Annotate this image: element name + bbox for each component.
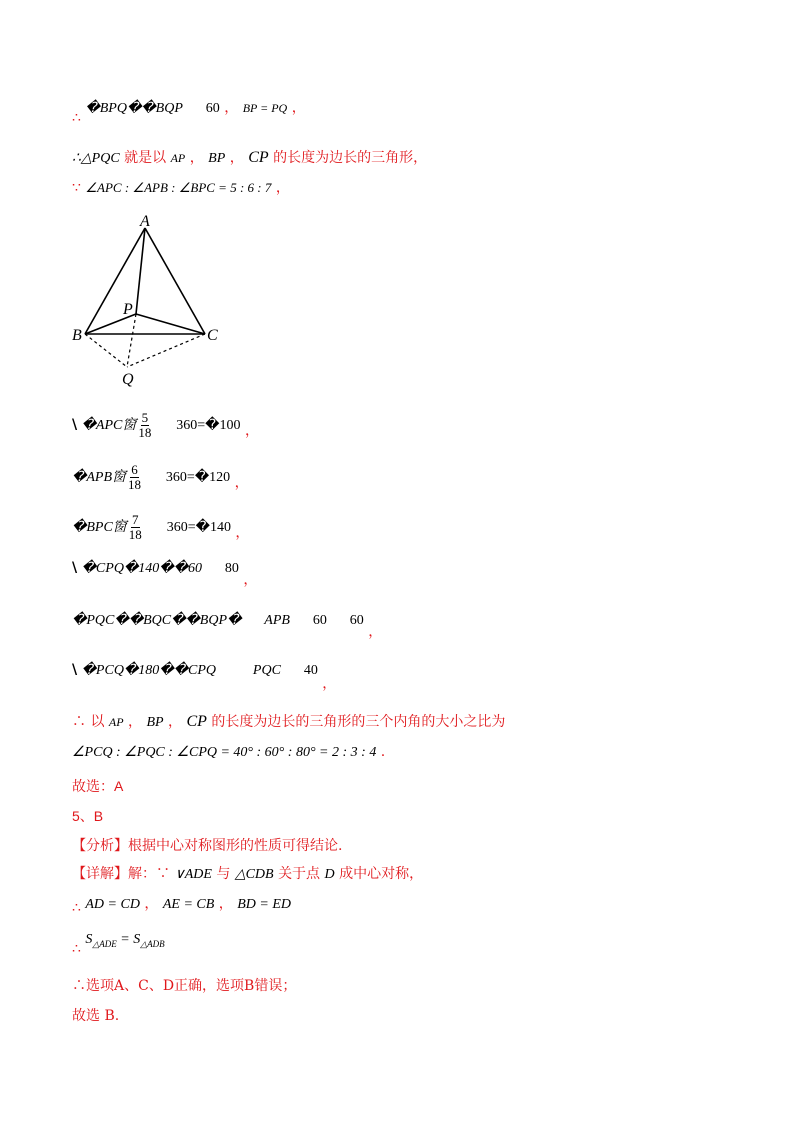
separator: ，: [128, 714, 143, 730]
numerator: 7: [132, 511, 139, 527]
fraction: [138, 411, 151, 440]
text: 以: [90, 714, 105, 730]
equality-bd-ed: BD = ED: [237, 897, 291, 912]
value-a: 60: [312, 613, 327, 628]
therefore-glyph: \: [72, 560, 78, 576]
angle-bpc: �BPC窗: [72, 520, 127, 535]
angle-expression: �BPQ��BQP: [85, 101, 183, 116]
comma: ，: [322, 676, 337, 692]
option-conclusion: ∴选项A、C、D正确，选项B错误；: [72, 978, 297, 994]
comma: ，: [224, 100, 239, 116]
separator: ，: [168, 714, 183, 730]
separator: ，: [229, 150, 244, 166]
computation: 360=�120: [165, 470, 231, 485]
text: 的长度为边长的三角形，: [273, 150, 428, 166]
comma: ，: [245, 423, 259, 439]
segment-cq: [127, 334, 205, 367]
comma: ，: [243, 572, 258, 588]
point-d: D: [324, 867, 335, 882]
segment-ap: AP: [170, 151, 186, 165]
equal-sides: BP = PQ: [242, 101, 288, 115]
area-subscript: △ADE: [92, 938, 117, 949]
therefore-symbol: ∴: [72, 900, 81, 916]
therefore-glyph: \: [72, 417, 78, 433]
text: 关于点: [278, 866, 321, 882]
therefore-symbol: ∴: [72, 714, 86, 730]
segment-ap: AP: [108, 715, 124, 729]
formula-apb: [72, 462, 249, 493]
equalities-line: [72, 894, 291, 915]
geometry-figure: [60, 210, 240, 390]
therefore-glyph: \: [72, 662, 78, 678]
equals: =: [116, 932, 134, 947]
angle-apb-ref: APB: [264, 613, 290, 628]
comma: ，: [368, 624, 383, 640]
segment-cp: CP: [248, 149, 269, 166]
label-b: B: [72, 327, 82, 344]
angle-apb: �APB窗: [72, 470, 127, 485]
final-answer: 故选 B.: [72, 1008, 120, 1024]
solution-line-2: [72, 148, 427, 169]
formula-pcq: [72, 660, 337, 692]
formula-cpq: [72, 558, 258, 588]
separator: ，: [218, 896, 233, 912]
segment-pq: [127, 314, 136, 367]
angle-value: 60: [205, 101, 220, 116]
comma: ，: [291, 100, 306, 116]
value-b: 60: [349, 613, 364, 628]
label-q: Q: [122, 371, 134, 388]
angle-pqc-ref: PQC: [252, 663, 281, 678]
conclusion-line: [72, 712, 505, 733]
comma: ，: [275, 180, 290, 196]
angle-pqc-expr: �PQC��BQC��BQP�: [72, 613, 242, 628]
denominator: 18: [138, 424, 152, 440]
therefore-symbol: ∴: [72, 110, 81, 126]
area-symbol: S: [133, 932, 141, 947]
because-symbol: ∵: [72, 180, 81, 196]
denominator: 18: [128, 526, 142, 542]
area-equality-line: [72, 926, 165, 957]
equality-ae-cb: AE = CB: [162, 897, 215, 912]
result-value: 40: [303, 663, 318, 678]
angle-ratio: ∠APC : ∠APB : ∠BPC = 5 : 6 : 7: [85, 180, 272, 195]
segment-ab: [85, 228, 145, 334]
text: 就是以: [124, 150, 167, 166]
question-number: 5、B: [72, 808, 104, 824]
computation: 360=�100: [176, 418, 241, 433]
formula-pqc: [72, 610, 383, 640]
equality-ad-cd: AD = CD: [85, 897, 140, 912]
triangle-ade: ∨ADE: [174, 867, 212, 882]
fraction: [129, 513, 142, 542]
separator: ，: [144, 896, 159, 912]
therefore-symbol: ∴: [72, 941, 81, 957]
area-subscript: △ADB: [140, 938, 165, 949]
angle-apc: �APC窗: [81, 418, 137, 433]
segment-bp: BP: [146, 715, 164, 730]
text: 与: [216, 866, 231, 882]
segment-bq: [85, 334, 127, 367]
formula-apc: [72, 410, 259, 441]
triangle-pqc: ∴△PQC: [72, 151, 120, 166]
triangle-cdb: △CDB: [234, 867, 274, 882]
numerator: 6: [131, 461, 138, 477]
answer-line: 故选：A: [72, 778, 124, 794]
period: .: [380, 744, 386, 760]
label-a: A: [140, 213, 150, 230]
separator: ，: [189, 150, 204, 166]
analysis-text: 根据中心对称图形的性质可得结论.: [128, 838, 343, 854]
result-value: 80: [224, 561, 239, 576]
label-c: C: [207, 327, 218, 344]
text: 成中心对称，: [339, 866, 424, 882]
solution-line-3: [72, 178, 290, 198]
segment-cp: CP: [186, 713, 207, 730]
angle-pcq-expr: �PCQ�180��CPQ: [81, 663, 216, 678]
angle-cpq: �CPQ�140��60: [81, 561, 202, 576]
solution-line-1: [72, 98, 306, 126]
detail-line: [72, 864, 423, 885]
denominator: 18: [128, 476, 142, 492]
area-symbol: S: [85, 932, 93, 947]
label-p: P: [123, 301, 133, 318]
segment-bp: BP: [208, 151, 226, 166]
computation: 360=�140: [166, 520, 231, 535]
text: 解：∵: [128, 866, 170, 882]
ratio-result-line: [72, 742, 385, 763]
formula-bpc: [72, 512, 249, 543]
segment-ac: [145, 228, 205, 334]
analysis-tag: 【分析】: [72, 838, 128, 854]
analysis-line: [72, 836, 342, 856]
numerator: 5: [141, 409, 149, 425]
comma: ，: [235, 525, 250, 541]
comma: ，: [234, 475, 249, 491]
angle-ratio-result: ∠PCQ : ∠PQC : ∠CPQ = 40° : 60° : 80° = 2 : 3 : 4: [72, 745, 377, 760]
text: 的长度为边长的三角形的三个内角的大小之比为: [211, 714, 506, 730]
detail-tag: 【详解】: [72, 866, 128, 882]
fraction: [128, 463, 141, 492]
